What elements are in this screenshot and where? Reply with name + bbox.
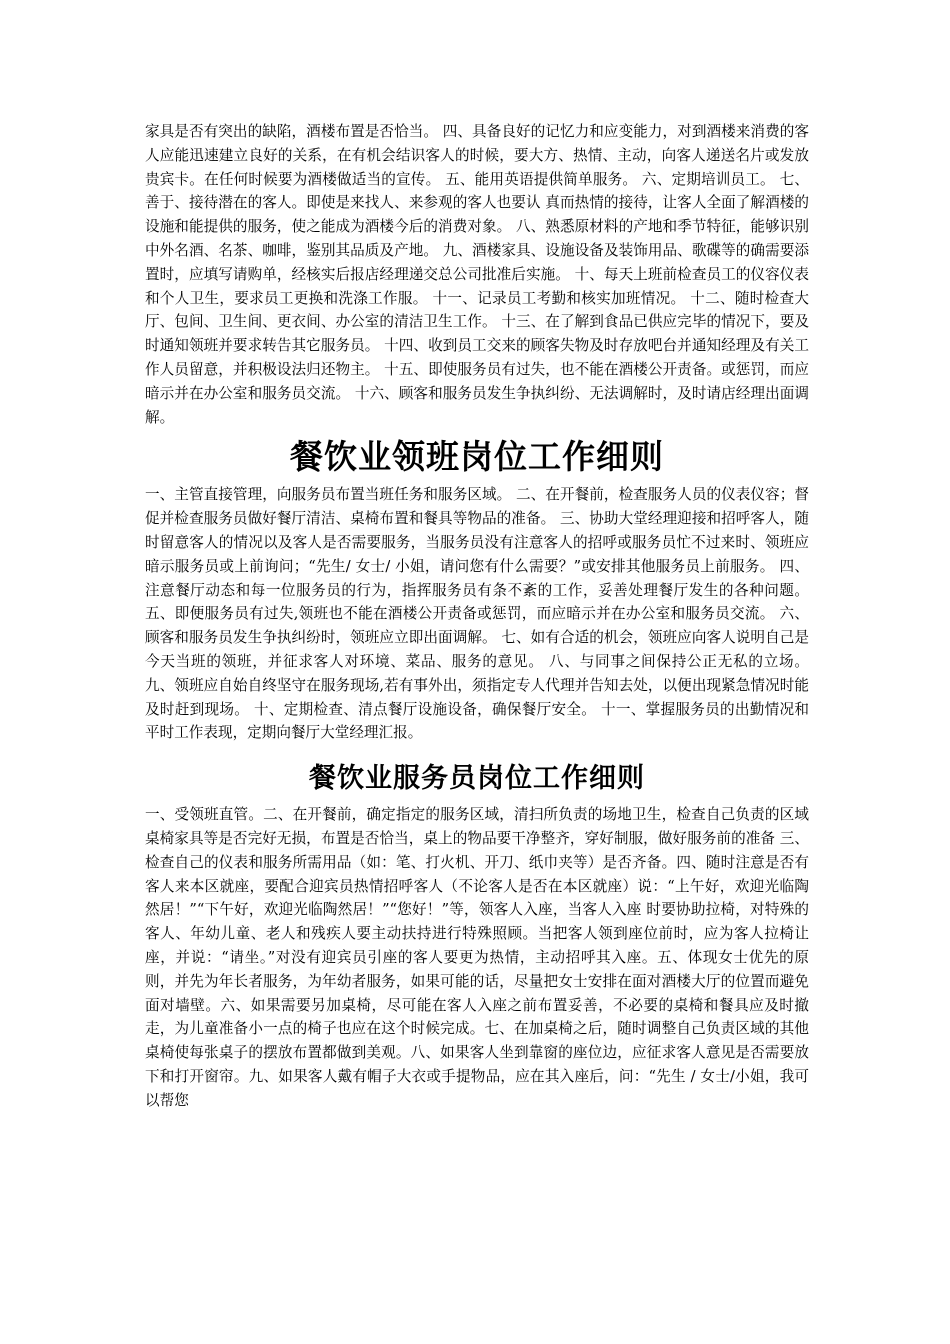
document-page xyxy=(145,120,809,1112)
intro-paragraph: 家具是否有突出的缺陷，酒楼布置是否恰当。 四、具备良好的记忆力和应变能力，对到酒楼来消费的客人应能迅速建立良好的关系，在有机会结识客人的时候，要大方、热情、主动，向客人递送名片或发放贵宾卡。在任何时候要为酒楼做适当的宣传。 五、能用英语提供简单服务。 六、定期培训员工。 七、 善于、接待潜在的客人。即使是来找人、来参观的客人也要认 真而热情的接待，让客人全面了解酒楼的设施和能提供的服务，使之能成为酒楼今后的消费对象。 八、熟悉原材料的产地和季节特征，能够识别中外名酒、名茶、咖啡，鉴别其品质及产地。 九、酒楼家具、设施设备及装饰用品、歌碟等的确需要添置时，应填写请购单，经核实后报店经理递交总公司批准后实施。 十、每天上班前检查员工的仪容仪表和个人卫生，要求员工更换和洗涤工作服。 十一、记录员工考勤和核实加班情况。 十二、随时检查大厅、包间、卫生间、更衣间、办公室的清洁卫生工作。 十三、在了解到食品已供应完毕的情况下，要及时通知领班并要求转告其它服务员。 十四、收到员工交来的顾客失物及时存放吧台并通知经理及有关工作人员留意，并积极设法归还物主。 十五、即使服务员有过失，也不能在酒楼公开责备。或惩罚，而应暗示并在办公室和服务员交流。 十六、顾客和服务员发生争执纠纷、无法调解时，及时请店经理出面调解。 xyxy=(145,123,809,426)
section-body-waiter: 一、受领班直管。二、在开餐前，确定指定的服务区域，清扫所负责的场地卫生，检查自己负责的区域桌椅家具等是否完好无损，布置是否恰当，桌上的物品要干净整齐，穿好制服，做好服务前的准备 三、检查自己的仪表和服务所需用品（如：笔、打火机、开刀、纸巾夹等）是否齐备。四、随时注意是否有客人来本区就座，要配合迎宾员热情招呼客人（不论客人是否在本区就座）说：“上午好，欢迎光临陶然居！”“下午好，欢迎光临陶然居！”“您好！”等，领客人入座，当客人入座 时要协助拉椅，对特殊的客人、年幼儿童、老人和残疾人要主动扶持进行特殊照顾。当把客人领到座位前时，应为客人拉椅让座，并说：“请坐。”对没有迎宾员引座的客人要更为热情，主动招呼其入座。五、体现女士优先的原则，并先为年长者服务，为年幼者服务，如果可能的话，尽量把女士安排在面对酒楼大厅的位置而避免面对墙壁。六、如果需要另加桌椅，尽可能在客人入座之前布置妥善，不必要的桌椅和餐具应及时撤走，为儿童准备小一点的椅子也应在这个时候完成。七、在加桌椅之后，随时调整自己负责区域的其他桌椅使每张桌子的摆放布置都做到美观。八、如果客人坐到靠窗的座位边，应征求客人意见是否需要放下和打开窗帘。九、如果客人戴有帽子大衣或手提物品，应在其入座后，问：“先生 / 女士/小姐，我可以帮您 xyxy=(145,806,809,1109)
section-heading-waiter: 餐饮业服务员岗位工作细则 xyxy=(309,763,645,795)
section-heading-team-leader: 餐饮业领班岗位工作细则 xyxy=(290,437,664,477)
section-body-team-leader: 一、主管直接管理，向服务员布置当班任务和服务区域。 二、在开餐前，检查服务人员的仪表仪容；督促并检查服务员做好餐厅清洁、桌椅布置和餐具等物品的准备。 三、协助大堂经理迎接和招呼客人，随时留意客人的情况以及客人是否需要服务，当服务员没有注意客人的招呼或服务员忙不过来时、领班应暗示服务员或上前询问；“先生/ 女士/ 小姐，请问您有什么需要？”或安排其他服务员上前服务。 四、注意餐厅动态和每一位服务员的行为，指挥服务员有条不紊的工作，妥善处理餐厅发生的各种问题。 五、即便服务员有过失,领班也不能在酒楼公开责备或惩罚，而应暗示并在办公室和服务员交流。 六、顾客和服务员发生争执纠纷时，领班应立即出面调解。 七、如有合适的机会，领班应向客人说明自己是今天当班的领班，并征求客人对环境、菜品、服务的意见。 八、与同事之间保持公正无私的立场。 九、领班应自始自终坚守在服务现场,若有事外出，须指定专人代理并告知去处，以便出现紧急情况时能及时赶到现场。 十、定期检查、清点餐厅设施设备，确保餐厅安全。 十一、掌握服务员的出勤情况和平时工作表现，定期向餐厅大堂经理汇报。 xyxy=(145,486,809,742)
